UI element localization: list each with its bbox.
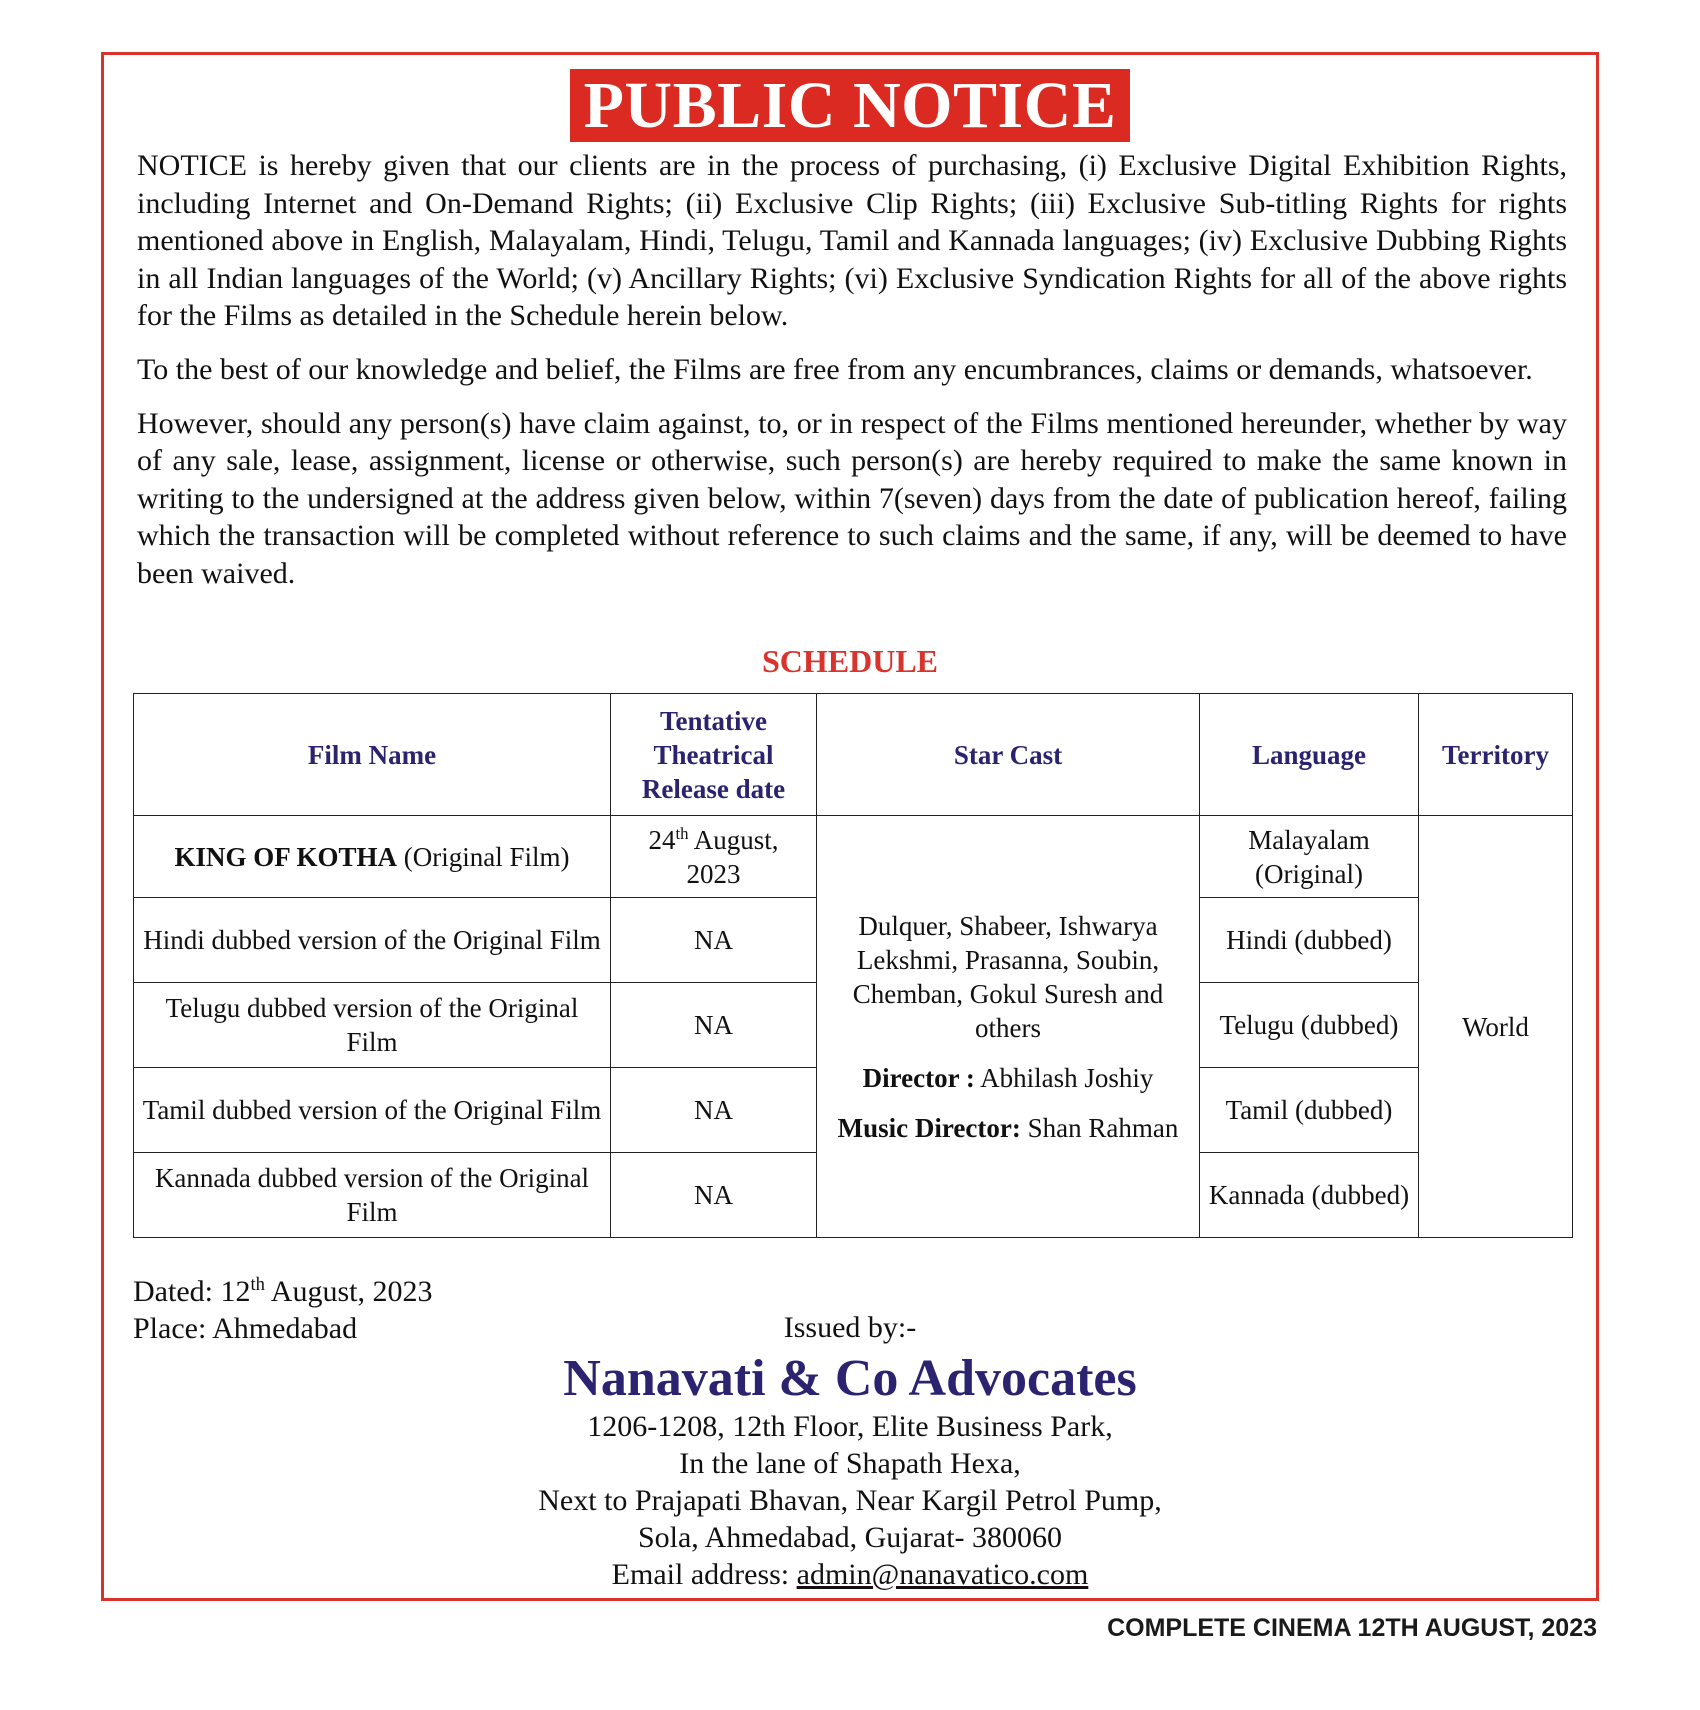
film-subtitle: (Original Film)	[397, 841, 570, 872]
notice-frame	[101, 52, 1599, 1601]
table-row	[134, 816, 1573, 898]
firm-name: Nanavati & Co Advocates	[563, 1350, 1137, 1407]
music-director-label: Music Director:	[837, 1112, 1021, 1143]
film-cell: Tamil dubbed version of the Original Film	[134, 1068, 611, 1153]
notice-title: PUBLIC NOTICE	[570, 69, 1131, 142]
address-line-2: In the lane of Shapath Hexa,	[679, 1447, 1021, 1480]
release-cell: NA	[611, 1153, 817, 1238]
dated-prefix: Dated: 12	[133, 1275, 251, 1308]
title-wrap	[104, 69, 1596, 142]
address-line-1: 1206-1208, 12th Floor, Elite Business Park,	[587, 1410, 1113, 1443]
notice-paragraph-1: NOTICE is hereby given that our clients are in the process of purchasing, (i) Exclusive Digital Exhibition Rights, including Internet and On-Demand Rights; (ii) Exclusive Clip Rights; (iii) Exclusive Sub-titling Rights for rights mentioned above in English, Malayalam, Hindi, Telugu, Tamil and Kannada languages; (iv) Exclusive Dubbing Rights in all Indian languages of the World; (v) Ancillary Rights; (vi) Exclusive Syndication Rights for all of the above rights for the Films as detailed in the Schedule herein below.	[137, 149, 1567, 333]
email-label: Email address:	[611, 1558, 797, 1591]
release-cell	[611, 816, 817, 898]
film-title: KING OF KOTHA	[174, 841, 398, 872]
music-director-name: Shan Rahman	[1020, 1112, 1179, 1143]
director-line	[825, 1061, 1191, 1095]
place-line: Place: Ahmedabad	[133, 1312, 358, 1345]
film-cell: Telugu dubbed version of the Original Film	[134, 983, 611, 1068]
cast-names: Dulquer, Shabeer, Ishwarya Lekshmi, Prasanna, Soubin, Chemban, Gokul Suresh and others	[852, 910, 1164, 1043]
address-line-3: Next to Prajapati Bhavan, Near Kargil Petrol Pump,	[538, 1484, 1162, 1517]
address-line-4: Sola, Ahmedabad, Gujarat- 380060	[637, 1521, 1063, 1554]
schedule-table	[133, 693, 1573, 1238]
territory-cell: World	[1419, 816, 1573, 1238]
issuer-block	[104, 1309, 1596, 1593]
release-day: 24	[648, 824, 676, 855]
language-cell: Telugu (dubbed)	[1200, 983, 1419, 1068]
dated-line	[133, 1273, 432, 1310]
music-director-line	[825, 1111, 1191, 1145]
dated-suffix: th	[250, 1274, 265, 1295]
film-cell: Kannada dubbed version of the Original Film	[134, 1153, 611, 1238]
director-name: Abhilash Joshiy	[974, 1062, 1154, 1093]
header-language: Language	[1200, 694, 1419, 816]
language-cell: Malayalam (Original)	[1200, 816, 1419, 898]
language-cell: Hindi (dubbed)	[1200, 898, 1419, 983]
release-cell: NA	[611, 1068, 817, 1153]
email-link[interactable]: admin@nanavatico.com	[796, 1558, 1089, 1591]
language-cell: Tamil (dubbed)	[1200, 1068, 1419, 1153]
language-cell: Kannada (dubbed)	[1200, 1153, 1419, 1238]
notice-paragraph-3: However, should any person(s) have claim against, to, or in respect of the Films mentioned hereunder, whether by way of any sale, lease, assignment, license or otherwise, such person(s) are hereby required to make the same known in writing to the undersigned at the address given below, within 7(seven) days from the date of publication hereof, failing which the transaction will be completed without reference to such claims and the same, if any, will be deemed to have been waived.	[137, 406, 1567, 590]
email-line	[104, 1556, 1596, 1593]
notice-paragraph-2: To the best of our knowledge and belief, the Films are free from any encumbrances, claims or demands, whatsoever.	[137, 352, 1533, 386]
notice-body	[137, 147, 1567, 609]
header-star-cast: Star Cast	[817, 694, 1200, 816]
header-territory: Territory	[1419, 694, 1573, 816]
schedule-heading: SCHEDULE	[761, 643, 939, 679]
release-rest: August, 2023	[686, 824, 779, 889]
release-cell: NA	[611, 983, 817, 1068]
header-release-date: Tentative Theatrical Release date	[611, 694, 817, 816]
issued-by-label: Issued by:-	[783, 1311, 917, 1344]
release-suffix: th	[675, 823, 689, 843]
release-cell: NA	[611, 898, 817, 983]
film-cell: Hindi dubbed version of the Original Film	[134, 898, 611, 983]
dated-rest: August, 2023	[264, 1275, 433, 1308]
publication-source-line: COMPLETE CINEMA 12TH AUGUST, 2023	[1107, 1614, 1597, 1642]
star-cast-cell	[817, 816, 1200, 1238]
director-label: Director :	[862, 1062, 975, 1093]
table-header-row	[134, 694, 1573, 816]
header-film-name: Film Name	[134, 694, 611, 816]
film-cell	[134, 816, 611, 898]
